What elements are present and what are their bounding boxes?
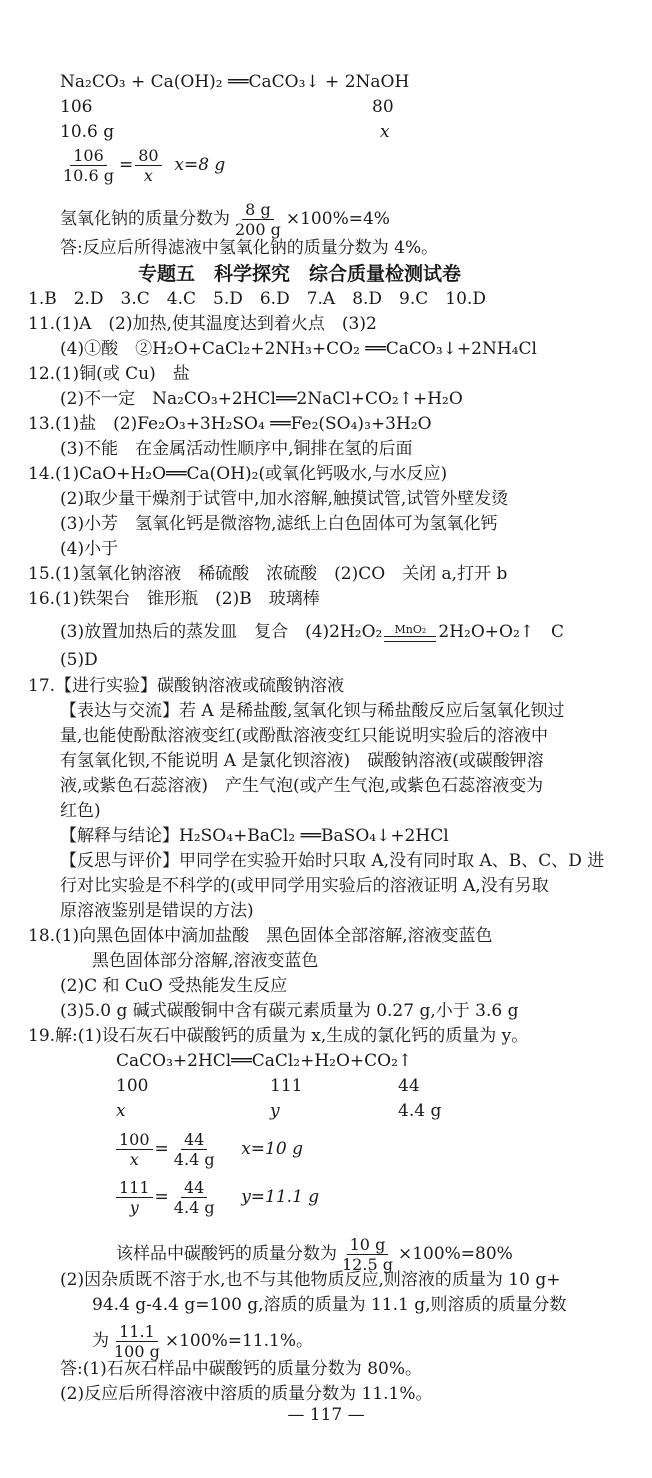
q16-line-1: 16.(1)铁架台 锥形瓶 (2)B 玻璃棒 bbox=[28, 589, 320, 609]
q13-line-2: (3)不能 在金属活动性顺序中,铜排在氢的后面 bbox=[60, 439, 413, 459]
q19-unknown-y: y bbox=[270, 1101, 280, 1121]
q17-line-7: 【解释与结论】H₂SO₄+BaCl₂ ══BaSO₄↓+2HCl bbox=[60, 826, 449, 846]
q11-line-1: 11.(1)A (2)加热,使其温度达到着火点 (3)2 bbox=[28, 314, 377, 334]
q19-equation: CaCO₃+2HCl══CaCl₂+H₂O+CO₂↑ bbox=[116, 1051, 413, 1071]
q17-line-6: 红色) bbox=[60, 801, 101, 821]
given-mass: 10.6 g bbox=[60, 122, 115, 142]
unknown-x: x bbox=[380, 122, 390, 142]
fraction: $\frac{8 g}{200 g}$ bbox=[235, 200, 281, 239]
equation-line-1: Na₂CO₃ + Ca(OH)₂ ══CaCO₃↓ + 2NaOH bbox=[60, 72, 410, 92]
q17-line-2: 【表达与交流】若 A 是稀盐酸,氢氧化钡与稀盐酸反应后氢氧化钡过 bbox=[60, 701, 565, 721]
q18-line-3: (2)C 和 CuO 受热能发生反应 bbox=[60, 976, 288, 996]
q17-line-5: 液,或紫色石蕊溶液) 产生气泡(或产生气泡,或紫色石蕊溶液变为 bbox=[60, 776, 544, 796]
q14-line-2: (2)取少量干燥剂于试管中,加水溶解,触摸试管,试管外壁发烫 bbox=[60, 489, 509, 509]
q16-line-2: (3)放置加热后的蒸发皿 复合 (4)2H₂O₂ MnO₂ 2H₂O+O₂↑ C bbox=[60, 622, 565, 642]
q17-line-8: 【反思与评价】甲同学在实验开始时只取 A,没有同时取 A、B、C、D 进 bbox=[60, 851, 605, 871]
q19-unknown-x: x bbox=[116, 1101, 126, 1121]
fraction: $\frac{106}{10.6 g}$ bbox=[63, 146, 114, 185]
q14-line-4: (4)小于 bbox=[60, 539, 119, 559]
q18-line-4: (3)5.0 g 碱式碳酸铜中含有碳元素质量为 0.27 g,小于 3.6 g bbox=[60, 1001, 519, 1021]
section-heading: 专题五 科学探究 综合质量检测试卷 bbox=[138, 263, 462, 285]
proportion-line: $\frac{106}{10.6 g}$ = $\frac{80}{x}$ x=8 g bbox=[58, 146, 225, 185]
q19-mass-2: 111 bbox=[270, 1076, 303, 1096]
q19-mass-3: 44 bbox=[398, 1076, 420, 1096]
q12-line-2: (2)不一定 Na₂CO₃+2HCl══2NaCl+CO₂↑+H₂O bbox=[60, 389, 463, 409]
q19-part2-line-1: (2)因杂质既不溶于水,也不与其他物质反应,则溶液的质量为 10 g+ bbox=[60, 1270, 561, 1290]
page-number: — 117 — bbox=[287, 1405, 365, 1425]
q19-part2-line-3: 为 $\frac{11.1}{100 g}$ ×100%=11.1%。 bbox=[92, 1322, 313, 1361]
fraction: $\frac{100}{x}$ bbox=[116, 1130, 153, 1169]
fraction: $\frac{11.1}{100 g}$ bbox=[114, 1322, 160, 1361]
q17-line-10: 原溶液鉴别是错误的方法) bbox=[60, 901, 254, 921]
fraction: $\frac{111}{y}$ bbox=[116, 1178, 153, 1217]
q18-line-2: 黑色固体部分溶解,溶液变蓝色 bbox=[92, 951, 319, 971]
choice-answers: 1.B 2.D 3.C 4.C 5.D 6.D 7.A 8.D 9.C 10.D bbox=[28, 289, 486, 309]
q19-part2-line-2: 94.4 g-4.4 g=100 g,溶质的质量为 11.1 g,则溶质的质量分数 bbox=[92, 1295, 567, 1315]
q19-answer-2: (2)反应后所得溶液中溶质的质量分数为 11.1%。 bbox=[60, 1384, 433, 1404]
q19-given: 4.4 g bbox=[398, 1101, 442, 1121]
q14-line-3: (3)小芳 氢氧化钙是微溶物,滤纸上白色固体可为氢氧化钙 bbox=[60, 514, 498, 534]
fraction: $\frac{44}{4.4 g}$ bbox=[173, 1178, 215, 1217]
q19-proportion-1: $\frac{100}{x}$ = $\frac{44}{4.4 g}$ x=10 g bbox=[114, 1130, 303, 1169]
answer-1: 答:反应后所得滤液中氢氧化钠的质量分数为 4%。 bbox=[60, 238, 439, 258]
q19-line-1: 19.解:(1)设石灰石中碳酸钙的质量为 x,生成的氯化钙的质量为 y。 bbox=[28, 1026, 529, 1046]
q17-line-3: 量,也能使酚酞溶液变红(或酚酞溶液变红只能说明实验后的溶液中 bbox=[60, 726, 549, 746]
q13-line-1: 13.(1)盐 (2)Fe₂O₃+3H₂SO₄ ══Fe₂(SO₄)₃+3H₂O bbox=[28, 414, 432, 434]
q19-mass-1: 100 bbox=[116, 1076, 149, 1096]
q17-line-4: 有氢氧化钡,不能说明 A 是氯化钡溶液) 碳酸钠溶液(或碳酸钾溶 bbox=[60, 751, 544, 771]
q18-line-1: 18.(1)向黑色固体中滴加盐酸 黑色固体全部溶解,溶液变蓝色 bbox=[28, 926, 493, 946]
q11-line-2: (4)①酸 ②H₂O+CaCl₂+2NH₃+CO₂ ══CaCO₃↓+2NH₄Cl bbox=[60, 339, 537, 359]
molar-mass-1: 106 bbox=[60, 97, 93, 117]
q19-answer-1: 答:(1)石灰石样品中碳酸钙的质量分数为 80%。 bbox=[60, 1359, 422, 1379]
fraction: $\frac{10 g}{12.5 g}$ bbox=[342, 1235, 393, 1274]
q16-line-3: (5)D bbox=[60, 650, 98, 670]
fraction: $\frac{44}{4.4 g}$ bbox=[173, 1130, 215, 1169]
q12-line-1: 12.(1)铜(或 Cu) 盐 bbox=[28, 364, 190, 384]
catalyst-equals-sign: MnO₂ bbox=[384, 624, 436, 642]
fraction: $\frac{80}{x}$ bbox=[135, 146, 161, 185]
q19-mass-fraction: 该样品中碳酸钙的质量分数为 $\frac{10 g}{12.5 g}$ ×100%=80% bbox=[116, 1235, 513, 1274]
q19-proportion-2: $\frac{111}{y}$ = $\frac{44}{4.4 g}$ y=11.1 g bbox=[114, 1178, 319, 1217]
q14-line-1: 14.(1)CaO+H₂O══Ca(OH)₂(或氧化钙吸水,与水反应) bbox=[28, 464, 448, 484]
q17-line-1: 17.【进行实验】碳酸钠溶液或硫酸钠溶液 bbox=[28, 676, 345, 696]
q17-line-9: 行对比实验是不科学的(或甲同学用实验后的溶液证明 A,没有另取 bbox=[60, 876, 549, 896]
mass-fraction-line: 氢氧化钠的质量分数为 $\frac{8 g}{200 g}$ ×100%=4% bbox=[60, 200, 390, 239]
q15-line: 15.(1)氢氧化钠溶液 稀硫酸 浓硫酸 (2)CO 关闭 a,打开 b bbox=[28, 564, 508, 584]
molar-mass-2: 80 bbox=[372, 97, 394, 117]
